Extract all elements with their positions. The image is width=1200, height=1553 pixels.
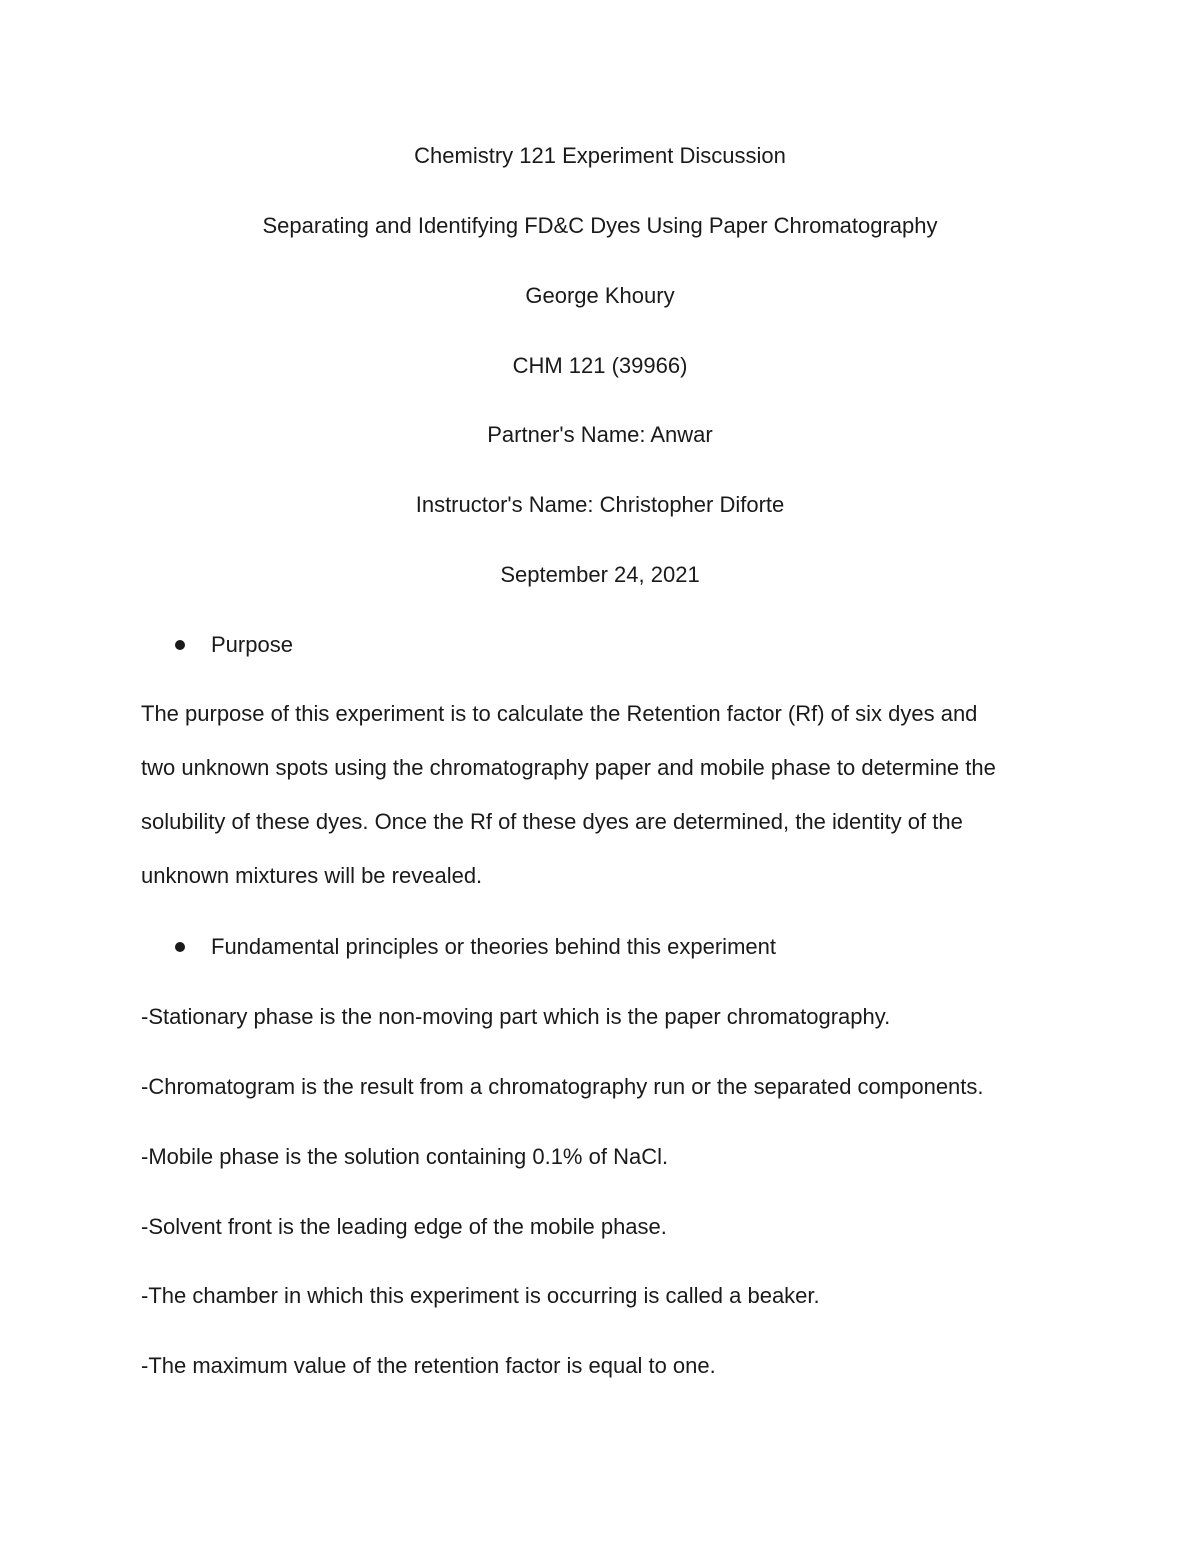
experiment-title: Separating and Identifying FD&C Dyes Using Paper Chromatography (262, 213, 938, 238)
purpose-line: two unknown spots using the chromatography paper and mobile phase to determine the (141, 755, 996, 780)
purpose-line: The purpose of this experiment is to calculate the Retention factor (Rf) of six dyes and (141, 701, 978, 726)
course-title: Chemistry 121 Experiment Discussion (414, 143, 786, 168)
purpose-line: solubility of these dyes. Once the Rf of these dyes are determined, the identity of the (141, 809, 963, 834)
course-code: CHM 121 (39966) (512, 353, 688, 378)
bullet-icon (175, 640, 185, 650)
principle-item: -Stationary phase is the non-moving part which is the paper chromatography. (141, 1004, 891, 1029)
instructor-name: Instructor's Name: Christopher Diforte (415, 492, 785, 517)
author-name: George Khoury (525, 283, 675, 308)
bullet-icon (175, 942, 185, 952)
principle-item: -The chamber in which this experiment is occurring is called a beaker. (141, 1283, 820, 1308)
purpose-line: unknown mixtures will be revealed. (141, 863, 483, 888)
principle-item: -The maximum value of the retention factor is equal to one. (141, 1353, 716, 1378)
principles-heading: Fundamental principles or theories behind this experiment (211, 934, 776, 959)
purpose-paragraph (141, 687, 1081, 903)
principle-item: -Mobile phase is the solution containing 0.1% of NaCl. (141, 1144, 669, 1169)
principle-item: -Chromatogram is the result from a chromatography run or the separated components. (141, 1074, 984, 1099)
principle-item: -Solvent front is the leading edge of the mobile phase. (141, 1214, 667, 1239)
purpose-heading: Purpose (211, 632, 293, 657)
report-date: September 24, 2021 (500, 562, 700, 587)
partner-name: Partner's Name: Anwar (487, 422, 713, 447)
